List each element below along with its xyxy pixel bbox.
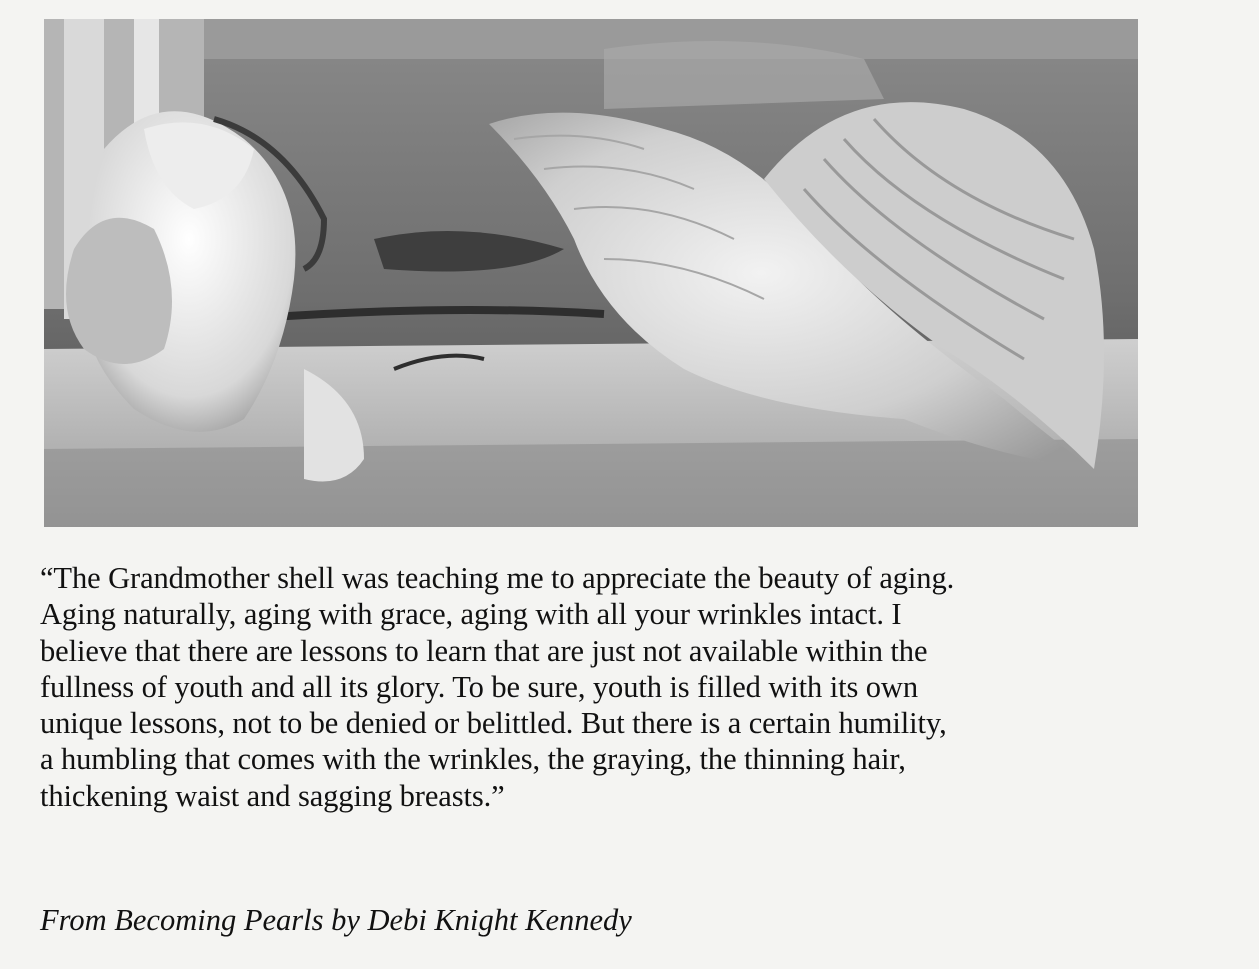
shell-and-rose-photo xyxy=(44,19,1138,527)
photo-illustration xyxy=(44,19,1138,527)
quote-line: Aging naturally, aging with grace, aging with all your wrinkles intact. I xyxy=(40,597,902,632)
quote-text xyxy=(40,560,1230,814)
quote-line: believe that there are lessons to learn that are just not available within the xyxy=(40,633,928,668)
quote-line: unique lessons, not to be denied or belittled. But there is a certain humility, xyxy=(40,706,947,741)
attribution: From Becoming Pearls by Debi Knight Kennedy xyxy=(40,903,632,937)
quote-line: fullness of youth and all its glory. To be sure, youth is filled with its own xyxy=(40,669,918,704)
quote-line: a humbling that comes with the wrinkles, the graying, the thinning hair, xyxy=(40,742,906,777)
quote-line: thickening waist and sagging breasts.” xyxy=(40,778,505,813)
quote-line: “The Grandmother shell was teaching me to appreciate the beauty of aging. xyxy=(40,561,955,595)
